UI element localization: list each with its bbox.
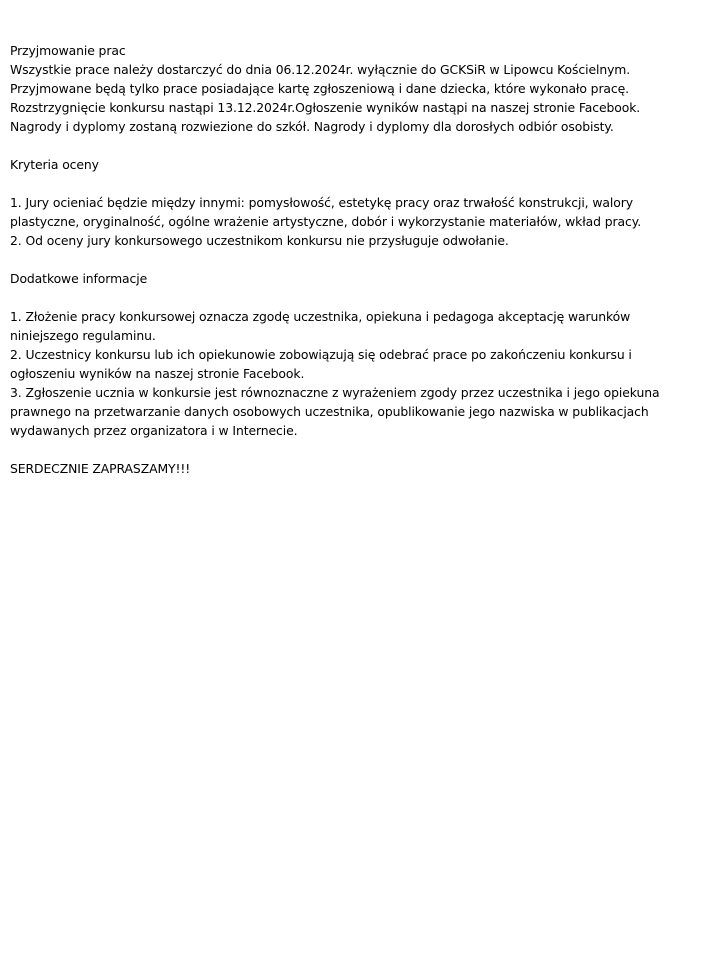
submission-line: Przyjmowane będą tylko prace posiadające kartę zgłoszeniową i dane dziecka, które wykonało pracę. xyxy=(10,81,630,96)
submission-line: Nagrody i dyplomy zostaną rozwiezione do szkół. Nagrody i dyplomy dla dorosłych odbiór osobisty. xyxy=(10,119,614,134)
spacer xyxy=(10,136,710,155)
section-heading-criteria: Kryteria oceny xyxy=(10,157,99,172)
spacer xyxy=(10,440,710,459)
spacer xyxy=(10,250,710,269)
additional-line: ogłoszeniu wyników na naszej stronie Facebook. xyxy=(10,366,305,381)
spacer xyxy=(10,174,710,193)
section-heading-submission: Przyjmowanie prac xyxy=(10,43,126,58)
section-heading-additional: Dodatkowe informacje xyxy=(10,271,148,286)
submission-line: Rozstrzygnięcie konkursu nastąpi 13.12.2024r.Ogłoszenie wyników nastąpi na naszej stronie Facebook. xyxy=(10,100,641,115)
document-body xyxy=(10,41,710,478)
additional-line: 2. Uczestnicy konkursu lub ich opiekunowie zobowiązują się odebrać prace po zakończeniu konkursu i xyxy=(10,347,632,362)
additional-line: 3. Zgłoszenie ucznia w konkursie jest równoznaczne z wyrażeniem zgody przez uczestnika i jego opiekuna xyxy=(10,385,660,400)
submission-line: Wszystkie prace należy dostarczyć do dnia 06.12.2024r. wyłącznie do GCKSiR w Lipowcu Kościelnym. xyxy=(10,62,631,77)
criteria-line: 1. Jury ocieniać będzie między innymi: pomysłowość, estetykę pracy oraz trwałość konstrukcji, walory xyxy=(10,195,633,210)
additional-line: wydawanych przez organizatora i w Internecie. xyxy=(10,423,298,438)
additional-line: 1. Złożenie pracy konkursowej oznacza zgodę uczestnika, opiekuna i pedagoga akceptację warunków xyxy=(10,309,631,324)
criteria-line: 2. Od oceny jury konkursowego uczestnikom konkursu nie przysługuje odwołanie. xyxy=(10,233,509,248)
additional-line: niniejszego regulaminu. xyxy=(10,328,156,343)
additional-line: prawnego na przetwarzanie danych osobowych uczestnika, opublikowanie jego nazwiska w publikacjach xyxy=(10,404,649,419)
closing-text: SERDECZNIE ZAPRASZAMY!!! xyxy=(10,461,191,476)
spacer xyxy=(10,288,710,307)
criteria-line: plastyczne, oryginalność, ogólne wrażenie artystyczne, dobór i wykorzystanie materiałów, wkład pracy. xyxy=(10,214,642,229)
